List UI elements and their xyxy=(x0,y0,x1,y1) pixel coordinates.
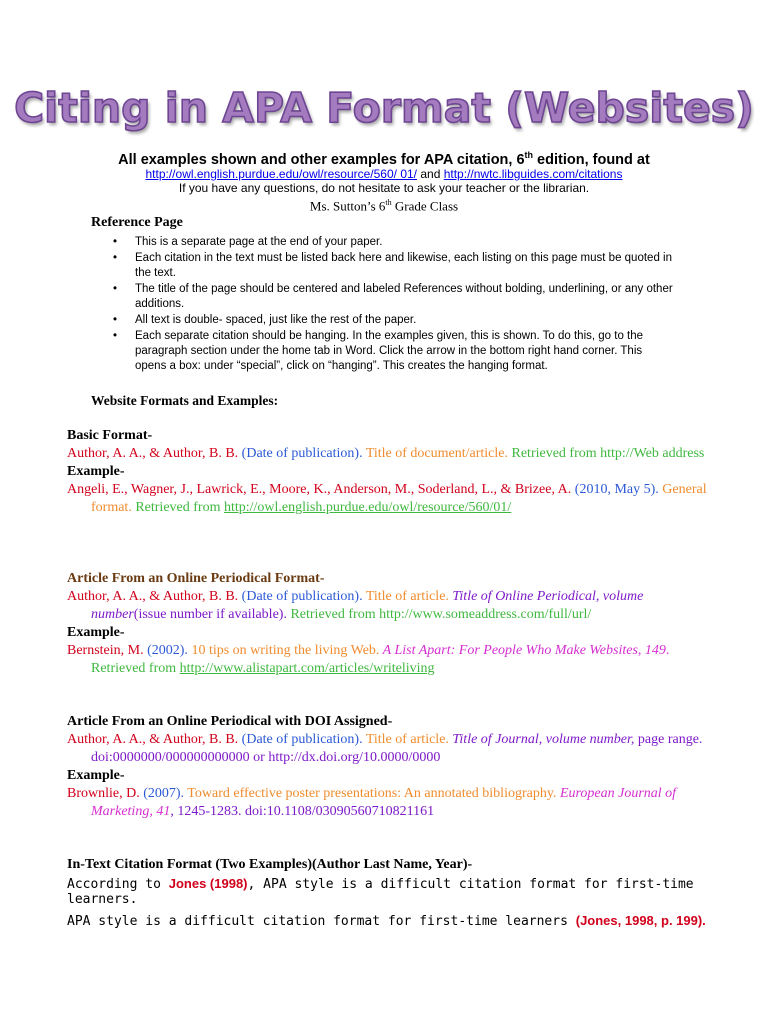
in-text-example-2 xyxy=(67,913,706,929)
example-label: Example- xyxy=(67,625,125,640)
example-retrieved: Retrieved from xyxy=(131,500,224,515)
example2-pre: APA style is a difficult citation format for first-time learners xyxy=(67,914,576,929)
purdue-owl-link[interactable]: http://owl.english.purdue.edu/owl/resource/560/ 01/ xyxy=(145,167,418,181)
reference-page-heading: Reference Page xyxy=(91,215,183,230)
example-date: (2010, May 5). xyxy=(574,482,659,497)
page-title: Citing in APA Format (Websites) xyxy=(14,84,754,132)
example-label: Example- xyxy=(67,464,125,479)
bullet-item xyxy=(113,282,673,312)
periodical-format-section xyxy=(67,570,707,678)
example-author: Brownlie, D. xyxy=(67,786,144,801)
doi-format-section xyxy=(67,713,707,821)
class-pre: Ms. Sutton’s 6 xyxy=(309,198,386,214)
questions-text: If you have any questions, do not hesitate to ask your teacher or the librarian. xyxy=(178,181,590,195)
authors-placeholder: Author, A. A., & Author, B. B. xyxy=(67,732,242,747)
journal-placeholder: Title of Journal, volume number, xyxy=(452,732,635,747)
bullet-text: The title of the page should be centered and labeled References without bolding, underlining, or any other additions. xyxy=(135,283,673,310)
issue-placeholder: (issue number if available). xyxy=(133,607,287,622)
basic-example-citation xyxy=(67,481,707,517)
periodical-format-template xyxy=(67,588,707,624)
bullet-item xyxy=(113,313,673,328)
example2-citation: (Jones, 1998, p. 199). xyxy=(575,913,706,928)
doi-format-heading: Article From an Online Periodical with DOI Assigned- xyxy=(67,714,393,729)
example-journal: European Journal of Marketing, 41 xyxy=(91,786,677,819)
bullet-icon: • xyxy=(113,236,118,248)
website-formats-heading: Website Formats and Examples: xyxy=(91,393,279,408)
bullet-icon: • xyxy=(113,283,118,295)
reference-bullets xyxy=(113,235,673,375)
bullet-item xyxy=(113,251,673,281)
example1-citation: Jones (1998) xyxy=(168,876,248,891)
class-superscript: th xyxy=(385,198,392,207)
bullet-text: This is a separate page at the end of your paper. xyxy=(135,236,383,248)
example-title: General format. xyxy=(91,482,707,515)
resource-links xyxy=(0,167,768,181)
date-placeholder: (Date of publication). xyxy=(241,446,363,461)
example1-pre: According to xyxy=(67,877,169,892)
authors-placeholder: Author, A. A., & Author, B. B. xyxy=(67,589,242,604)
example-journal: A List Apart: For People Who Make Websites, 149 xyxy=(379,643,666,658)
periodical-example-citation xyxy=(67,642,707,678)
title-placeholder: Title of article. xyxy=(362,589,453,604)
example-authors: Angeli, E., Wagner, J., Lawrick, E., Moore, K., Anderson, M., Soderland, L., & Brizee, A. xyxy=(67,482,575,497)
example-title: 10 tips on writing the living Web. xyxy=(187,643,380,658)
intro-superscript: th xyxy=(524,150,534,160)
bullet-icon: • xyxy=(113,252,118,264)
bullet-icon: • xyxy=(113,314,118,326)
and-text: and xyxy=(417,167,444,181)
intro-text: All examples shown and other examples for APA citation, 6 xyxy=(118,151,525,168)
class-post: Grade Class xyxy=(391,198,459,214)
basic-format-section xyxy=(67,427,707,517)
periodical-format-heading: Article From an Online Periodical Format- xyxy=(67,571,325,586)
example-link[interactable]: http://www.alistapart.com/articles/writeliving xyxy=(179,661,435,676)
in-text-example-1 xyxy=(67,876,768,907)
intro-text-end: edition, found at xyxy=(533,151,650,168)
bullet-text: Each separate citation should be hanging. In the examples given, this is shown. To do this, go to the paragraph section under the home tab in Word. Click the arrow in the bottom right hand corner. This opens a box: under “special”, click on “hanging”. This creates the hanging format. xyxy=(135,330,644,372)
basic-format-template xyxy=(67,445,707,463)
example1-post: , APA style is a difficult citation format for first-time learners. xyxy=(67,877,694,907)
title-placeholder: Title of document/article. xyxy=(362,446,508,461)
in-text-heading: In-Text Citation Format (Two Examples)(Author Last Name, Year)- xyxy=(67,857,473,872)
example-link[interactable]: http://owl.english.purdue.edu/owl/resource/560/01/ xyxy=(223,500,512,515)
example-label: Example- xyxy=(67,768,125,783)
example-date: (2007). xyxy=(143,786,185,801)
nwtc-libguides-link[interactable]: http://nwtc.libguides.com/citations xyxy=(443,167,623,181)
class-line xyxy=(0,198,768,214)
intro-line xyxy=(0,150,768,168)
doi-placeholder: page range. doi:0000000/000000000000 or http://dx.doi.org/10.0000/0000 xyxy=(91,732,703,765)
date-placeholder: (Date of publication). xyxy=(241,589,363,604)
example-retrieved: Retrieved from xyxy=(91,661,180,676)
example-author: Bernstein, M. xyxy=(67,643,148,658)
bullet-item xyxy=(113,235,673,250)
authors-placeholder: Author, A. A., & Author, B. B. xyxy=(67,446,242,461)
bullet-text: Each citation in the text must be listed back here and likewise, each listing on this page must be quoted in the text. xyxy=(135,252,672,279)
example-doi: , 1245-1283. doi:10.1108/03090560710821161 xyxy=(170,804,435,819)
bullet-icon: • xyxy=(113,330,118,342)
example-date: (2002). xyxy=(147,643,188,658)
basic-format-heading: Basic Format- xyxy=(67,428,153,443)
example-period: . xyxy=(665,643,670,658)
date-placeholder: (Date of publication). xyxy=(241,732,363,747)
bullet-item xyxy=(113,329,673,374)
bullet-text: All text is double- spaced, just like the rest of the paper. xyxy=(135,314,417,326)
doi-format-template xyxy=(67,731,707,767)
doi-example-citation xyxy=(67,785,707,821)
retrieved-placeholder: Retrieved from http://Web address xyxy=(508,446,705,461)
title-placeholder: Title of article. xyxy=(362,732,453,747)
periodical-placeholder: Title of Online Periodical, volume number xyxy=(91,589,644,622)
example-title: Toward effective poster presentations: An annotated bibliography. xyxy=(184,786,557,801)
retrieved-placeholder: Retrieved from http://www.someaddress.com/full/url/ xyxy=(286,607,592,622)
